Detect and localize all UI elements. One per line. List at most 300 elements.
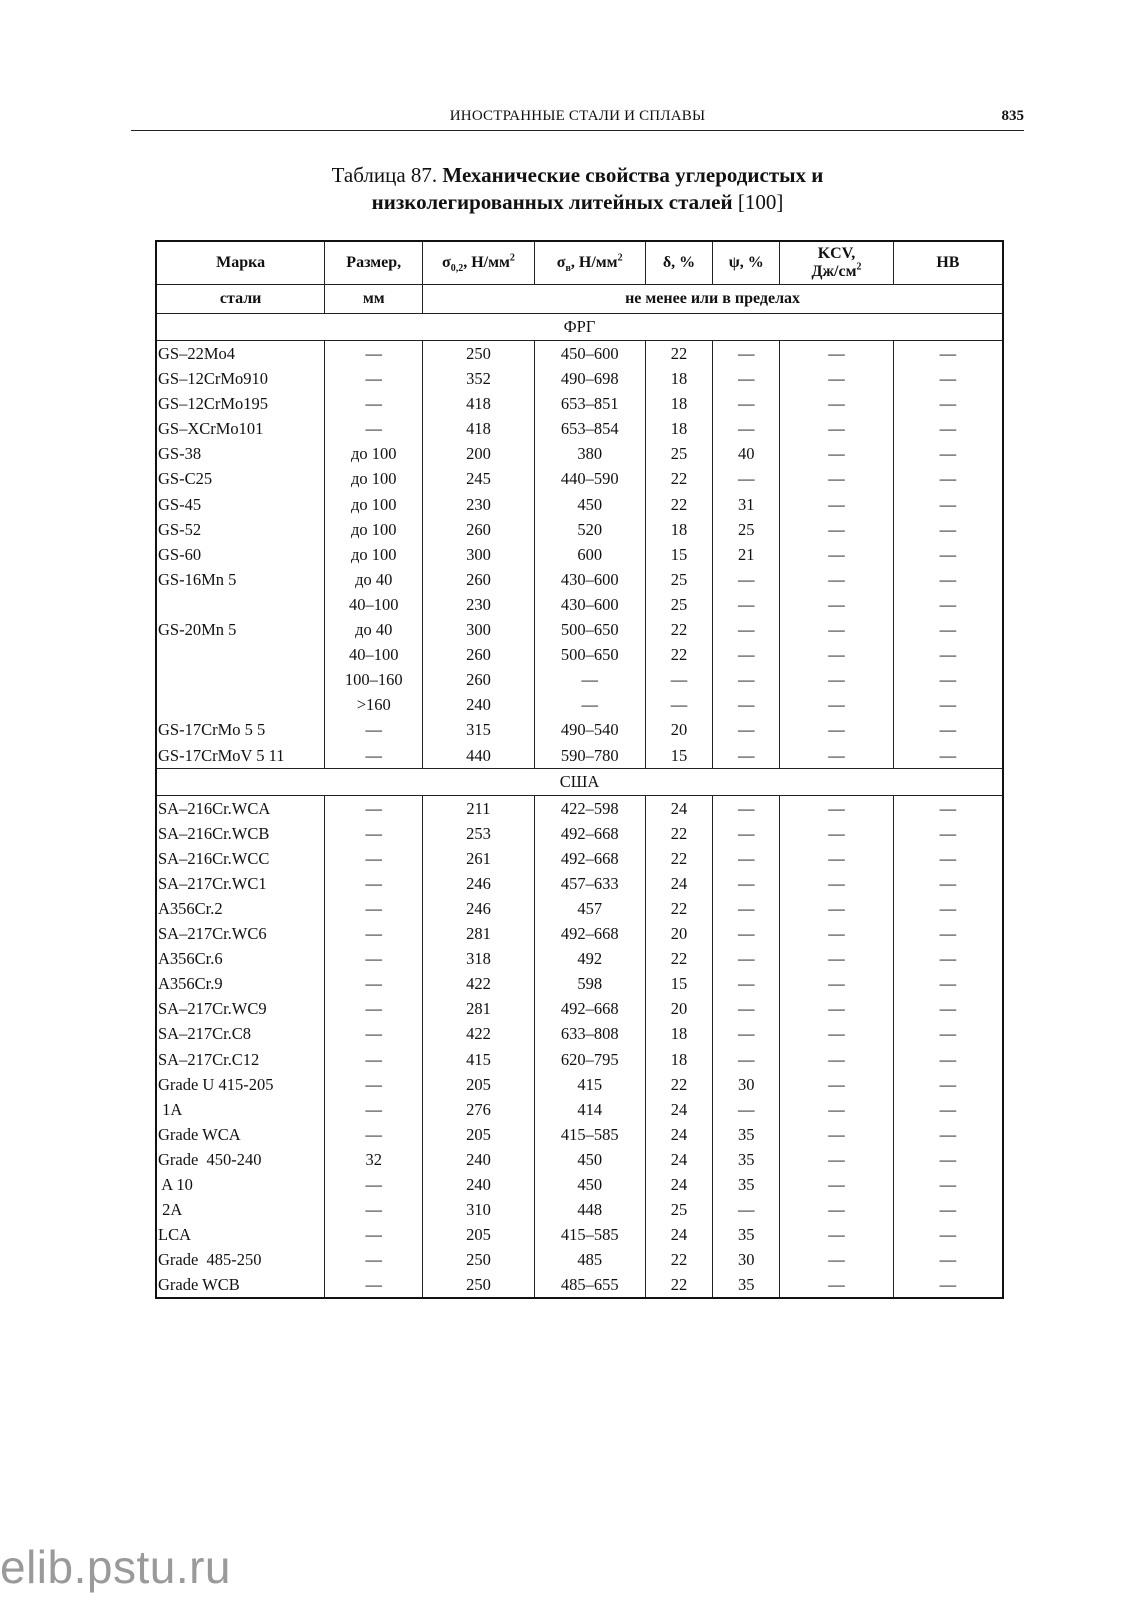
table-cell: — (780, 1021, 894, 1046)
table-cell: — (780, 341, 894, 367)
table-cell: — (780, 795, 894, 821)
table-cell: 18 (645, 366, 713, 391)
table-cell: — (325, 1222, 423, 1247)
table-cell: 15 (645, 971, 713, 996)
header-elongation: δ, % (645, 241, 713, 285)
table-cell: GS-16Mn 5 (156, 567, 325, 592)
table-cell: — (713, 341, 780, 367)
table-cell: 485 (534, 1247, 645, 1272)
table-cell: 253 (423, 821, 535, 846)
table-cell: 240 (423, 1147, 535, 1172)
table-cell: 422–598 (534, 795, 645, 821)
header-row-1 (156, 241, 1003, 285)
table-cell: — (325, 946, 423, 971)
caption-title-line-2: низколегированных литейных сталей (371, 190, 733, 214)
table-cell: 2A (156, 1197, 325, 1222)
table-cell: — (713, 795, 780, 821)
table-cell: GS–XCrMo101 (156, 416, 325, 441)
table-cell: — (780, 642, 894, 667)
table-cell: 440 (423, 743, 535, 769)
table-cell: 415 (423, 1047, 535, 1072)
table-cell: 35 (713, 1122, 780, 1147)
table-cell: — (325, 1047, 423, 1072)
table-cell: — (780, 743, 894, 769)
table-cell: 25 (645, 1197, 713, 1222)
table-cell: — (713, 946, 780, 971)
table-cell: SA–216Cr.WCB (156, 821, 325, 846)
table-cell: 457–633 (534, 871, 645, 896)
table-cell: — (780, 542, 894, 567)
table-cell: — (780, 717, 894, 742)
table-cell: — (713, 846, 780, 871)
table-cell: LCA (156, 1222, 325, 1247)
table-row (156, 821, 1003, 846)
table-cell: 24 (645, 1222, 713, 1247)
table-cell: 380 (534, 441, 645, 466)
table-cell: 260 (423, 642, 535, 667)
table-cell: — (325, 717, 423, 742)
table-cell: 24 (645, 871, 713, 896)
table-cell: — (893, 1272, 1003, 1298)
table-cell: 492–668 (534, 821, 645, 846)
table-cell (156, 692, 325, 717)
table-cell: — (893, 391, 1003, 416)
table-cell: SA–217Cr.WC9 (156, 996, 325, 1021)
table-row (156, 592, 1003, 617)
table-row (156, 517, 1003, 542)
table-cell (156, 642, 325, 667)
table-cell: 32 (325, 1147, 423, 1172)
table-cell: SA–217Cr.C8 (156, 1021, 325, 1046)
table-cell: GS-20Mn 5 (156, 617, 325, 642)
table-cell: 22 (645, 642, 713, 667)
table-cell: 414 (534, 1097, 645, 1122)
table-cell: — (780, 667, 894, 692)
table-cell: 448 (534, 1197, 645, 1222)
table-cell: — (780, 1272, 894, 1298)
table-cell: — (893, 1097, 1003, 1122)
section-title: США (156, 768, 1003, 795)
table-cell: — (713, 971, 780, 996)
table-cell: — (893, 1122, 1003, 1147)
table-row (156, 1222, 1003, 1247)
table-cell: — (893, 366, 1003, 391)
table-cell: — (780, 592, 894, 617)
table-cell: 450–600 (534, 341, 645, 367)
table-cell: SA–217Cr.WC1 (156, 871, 325, 896)
table-cell: GS-45 (156, 492, 325, 517)
table-cell: SA–216Cr.WCA (156, 795, 325, 821)
table-cell: — (893, 517, 1003, 542)
header-impact: KCV, $Дж/см^2$ (780, 241, 894, 285)
table-cell: 22 (645, 466, 713, 491)
table-row (156, 1072, 1003, 1097)
table-cell: — (645, 667, 713, 692)
table-cell: 20 (645, 996, 713, 1021)
table-cell: — (325, 743, 423, 769)
table-cell: — (893, 896, 1003, 921)
table-cell (156, 592, 325, 617)
table-cell: GS–22Mo4 (156, 341, 325, 367)
table-cell: GS-C25 (156, 466, 325, 491)
table-cell: до 100 (325, 466, 423, 491)
table-cell: — (780, 871, 894, 896)
table-cell: 492–668 (534, 846, 645, 871)
table-row (156, 466, 1003, 491)
table-cell: 24 (645, 1122, 713, 1147)
table-cell: — (893, 642, 1003, 667)
table-cell: до 40 (325, 617, 423, 642)
table-cell: 40 (713, 441, 780, 466)
table-cell: GS-38 (156, 441, 325, 466)
table-row (156, 366, 1003, 391)
table-cell: 260 (423, 567, 535, 592)
header-size-2: мм (325, 285, 423, 314)
table-cell: — (893, 416, 1003, 441)
table-cell: 422 (423, 1021, 535, 1046)
table-cell: — (325, 1072, 423, 1097)
table-cell: 246 (423, 871, 535, 896)
table-cell: — (713, 896, 780, 921)
section-row (156, 768, 1003, 795)
table-cell: — (780, 492, 894, 517)
table-cell: 22 (645, 492, 713, 517)
table-cell: — (893, 1021, 1003, 1046)
table-cell: 653–851 (534, 391, 645, 416)
caption-reference: [100] (737, 190, 784, 214)
table-cell: — (893, 592, 1003, 617)
table-cell: — (780, 1222, 894, 1247)
table-cell: 250 (423, 1272, 535, 1298)
table-cell: — (780, 821, 894, 846)
table-cell: 281 (423, 921, 535, 946)
table-cell: 22 (645, 341, 713, 367)
table-cell: 500–650 (534, 617, 645, 642)
table-cell: — (713, 391, 780, 416)
table-cell: 492 (534, 946, 645, 971)
header-reduction: ψ, % (713, 241, 780, 285)
table-row (156, 996, 1003, 1021)
table-cell: — (325, 896, 423, 921)
table-cell: — (780, 1197, 894, 1222)
table-cell: — (893, 821, 1003, 846)
header-grade-2: стали (156, 285, 325, 314)
table-cell: 18 (645, 517, 713, 542)
header-hardness: НВ (893, 241, 1003, 285)
table-cell: до 40 (325, 567, 423, 592)
table-cell: — (325, 821, 423, 846)
table-cell: GS-17CrMoV 5 11 (156, 743, 325, 769)
table-cell: — (325, 1272, 423, 1298)
table-cell: A 10 (156, 1172, 325, 1197)
table-cell: 520 (534, 517, 645, 542)
table-cell: — (325, 1197, 423, 1222)
table-row (156, 492, 1003, 517)
table-cell: Grade 450-240 (156, 1147, 325, 1172)
table-row (156, 1122, 1003, 1147)
table-cell: 25 (645, 441, 713, 466)
table-cell: — (893, 441, 1003, 466)
table-row (156, 542, 1003, 567)
table-cell: 35 (713, 1222, 780, 1247)
table-cell: — (534, 667, 645, 692)
table-cell: 440–590 (534, 466, 645, 491)
table-cell: 415 (534, 1072, 645, 1097)
table-cell: A356Cr.2 (156, 896, 325, 921)
table-cell: — (893, 1197, 1003, 1222)
table-row (156, 1021, 1003, 1046)
table-cell: — (325, 366, 423, 391)
table-cell: — (713, 466, 780, 491)
table-cell: 246 (423, 896, 535, 921)
table-cell: — (713, 743, 780, 769)
table-cell: — (780, 366, 894, 391)
table-cell: 100–160 (325, 667, 423, 692)
table-cell: 318 (423, 946, 535, 971)
table-cell: GS–12CrMo910 (156, 366, 325, 391)
table-row (156, 416, 1003, 441)
table-row (156, 692, 1003, 717)
table-body (156, 314, 1003, 1299)
table-cell: — (780, 441, 894, 466)
table-cell: 22 (645, 821, 713, 846)
table-cell: — (780, 1097, 894, 1122)
table-cell: — (325, 416, 423, 441)
table-row (156, 795, 1003, 821)
section-row (156, 314, 1003, 341)
table-cell: — (780, 946, 894, 971)
table-cell: 230 (423, 592, 535, 617)
table-cell: — (780, 921, 894, 946)
table-cell: — (780, 1047, 894, 1072)
table-cell (156, 667, 325, 692)
table-cell: 24 (645, 795, 713, 821)
table-row (156, 667, 1003, 692)
table-cell: 500–650 (534, 642, 645, 667)
table-cell: до 100 (325, 542, 423, 567)
table-cell: Grade U 415-205 (156, 1072, 325, 1097)
table-cell: 18 (645, 1047, 713, 1072)
table-cell: 240 (423, 692, 535, 717)
table-cell: до 100 (325, 441, 423, 466)
table-cell: — (893, 996, 1003, 1021)
table-row (156, 1047, 1003, 1072)
table-cell: — (780, 1247, 894, 1272)
table-cell: — (893, 1247, 1003, 1272)
table-row (156, 1097, 1003, 1122)
table-caption (131, 162, 1024, 216)
table-cell: 22 (645, 617, 713, 642)
table-cell: 430–600 (534, 567, 645, 592)
table-cell: 430–600 (534, 592, 645, 617)
table-cell: — (325, 871, 423, 896)
table-cell: — (325, 1097, 423, 1122)
table-row (156, 1247, 1003, 1272)
table-cell: 205 (423, 1072, 535, 1097)
table-row (156, 391, 1003, 416)
table-cell: — (893, 466, 1003, 491)
table-cell: — (325, 341, 423, 367)
table-cell: GS-52 (156, 517, 325, 542)
table-cell: 35 (713, 1147, 780, 1172)
table-cell: до 100 (325, 517, 423, 542)
table-cell: 240 (423, 1172, 535, 1197)
table-cell: 485–655 (534, 1272, 645, 1298)
table-cell: A356Cr.6 (156, 946, 325, 971)
table-cell: 30 (713, 1072, 780, 1097)
table-cell: 40–100 (325, 592, 423, 617)
table-cell: — (780, 896, 894, 921)
table-cell: — (893, 1072, 1003, 1097)
table-row (156, 846, 1003, 871)
table-cell: — (780, 692, 894, 717)
table-cell: 653–854 (534, 416, 645, 441)
header-size: Размер, (325, 241, 423, 285)
header-row-2 (156, 285, 1003, 314)
table-cell: — (713, 921, 780, 946)
table-cell: >160 (325, 692, 423, 717)
table-cell: 20 (645, 921, 713, 946)
table-row (156, 1172, 1003, 1197)
table-cell: 490–540 (534, 717, 645, 742)
table-cell: — (534, 692, 645, 717)
table-cell: — (780, 1172, 894, 1197)
table-cell: 15 (645, 743, 713, 769)
table-cell: — (893, 667, 1003, 692)
table-row (156, 946, 1003, 971)
table-cell: 25 (645, 592, 713, 617)
table-cell: 418 (423, 416, 535, 441)
table-cell: 20 (645, 717, 713, 742)
table-cell: 261 (423, 846, 535, 871)
table-cell: 24 (645, 1097, 713, 1122)
table-cell: — (893, 871, 1003, 896)
table-cell: 450 (534, 1172, 645, 1197)
table-cell: A356Cr.9 (156, 971, 325, 996)
table-cell: 25 (713, 517, 780, 542)
header-tensile-strength: $\sigma_в$, $Н/мм^2$ (534, 241, 645, 285)
table-cell: 211 (423, 795, 535, 821)
table-cell: — (893, 692, 1003, 717)
table-cell: — (713, 366, 780, 391)
table-cell: — (713, 692, 780, 717)
table-cell: 260 (423, 517, 535, 542)
table-cell: — (893, 717, 1003, 742)
table-cell: — (325, 391, 423, 416)
header-yield-strength: $\sigma_{0,2}$, $Н/мм^2$ (423, 241, 535, 285)
table-cell: 260 (423, 667, 535, 692)
table-cell: 633–808 (534, 1021, 645, 1046)
table-cell: Grade 485-250 (156, 1247, 325, 1272)
table-cell: — (893, 795, 1003, 821)
table-cell: до 100 (325, 492, 423, 517)
table-cell: — (325, 795, 423, 821)
table-row (156, 743, 1003, 769)
table-cell: — (893, 1047, 1003, 1072)
table-row (156, 896, 1003, 921)
table-cell: — (780, 1072, 894, 1097)
caption-line-2 (131, 189, 1024, 216)
table-cell: — (325, 1172, 423, 1197)
table-cell: — (713, 667, 780, 692)
page-number: 835 (1001, 108, 1024, 124)
table-row (156, 971, 1003, 996)
table-cell: 245 (423, 466, 535, 491)
table-cell: Grade WCB (156, 1272, 325, 1298)
table-cell: — (780, 567, 894, 592)
table-cell: — (780, 996, 894, 1021)
table-cell: 205 (423, 1122, 535, 1147)
table-cell: 205 (423, 1222, 535, 1247)
table-cell: — (713, 642, 780, 667)
section-title: ФРГ (156, 314, 1003, 341)
table-cell: — (893, 341, 1003, 367)
table-cell: 22 (645, 946, 713, 971)
table-row (156, 1147, 1003, 1172)
table-cell: — (713, 717, 780, 742)
table-cell: — (713, 1097, 780, 1122)
table-cell: 35 (713, 1272, 780, 1298)
table-cell: — (893, 1222, 1003, 1247)
table-cell: 22 (645, 846, 713, 871)
table-cell: — (780, 466, 894, 491)
table-cell: 600 (534, 542, 645, 567)
table-cell: — (713, 1047, 780, 1072)
watermark: elib.pstu.ru (0, 1541, 232, 1593)
table-cell: 24 (645, 1172, 713, 1197)
table-cell: — (893, 567, 1003, 592)
table-cell: — (713, 821, 780, 846)
table-row (156, 642, 1003, 667)
header-grade: Марка (156, 241, 325, 285)
table-cell: 24 (645, 1147, 713, 1172)
table-cell: 276 (423, 1097, 535, 1122)
header-merged-note: не менее или в пределах (423, 285, 1003, 314)
running-header (131, 108, 1024, 131)
table-cell: 492–668 (534, 996, 645, 1021)
table-cell: 1A (156, 1097, 325, 1122)
caption-line-1 (131, 162, 1024, 189)
table-cell: 40–100 (325, 642, 423, 667)
table-cell: — (780, 846, 894, 871)
table-cell: 25 (645, 567, 713, 592)
table-cell: — (325, 921, 423, 946)
table-cell: — (780, 416, 894, 441)
table-cell: 22 (645, 896, 713, 921)
table-cell: 31 (713, 492, 780, 517)
table-cell: 415–585 (534, 1122, 645, 1147)
table-cell: — (893, 946, 1003, 971)
table-cell: 18 (645, 391, 713, 416)
table-cell: — (325, 996, 423, 1021)
table-cell: — (325, 846, 423, 871)
running-header-title: ИНОСТРАННЫЕ СТАЛИ И СПЛАВЫ (449, 108, 706, 124)
table-row (156, 1272, 1003, 1298)
table-cell: 300 (423, 542, 535, 567)
table-cell: GS–12CrMo195 (156, 391, 325, 416)
table-cell: 30 (713, 1247, 780, 1272)
caption-title-line-1: Механические свойства углеродистых и (442, 163, 824, 187)
table-cell: 230 (423, 492, 535, 517)
table-cell: SA–217Cr.C12 (156, 1047, 325, 1072)
table-cell: 490–698 (534, 366, 645, 391)
table-row (156, 567, 1003, 592)
table-cell: 22 (645, 1072, 713, 1097)
table-cell: — (893, 921, 1003, 946)
table-cell: — (713, 567, 780, 592)
table-cell: 250 (423, 341, 535, 367)
table-cell: 200 (423, 441, 535, 466)
